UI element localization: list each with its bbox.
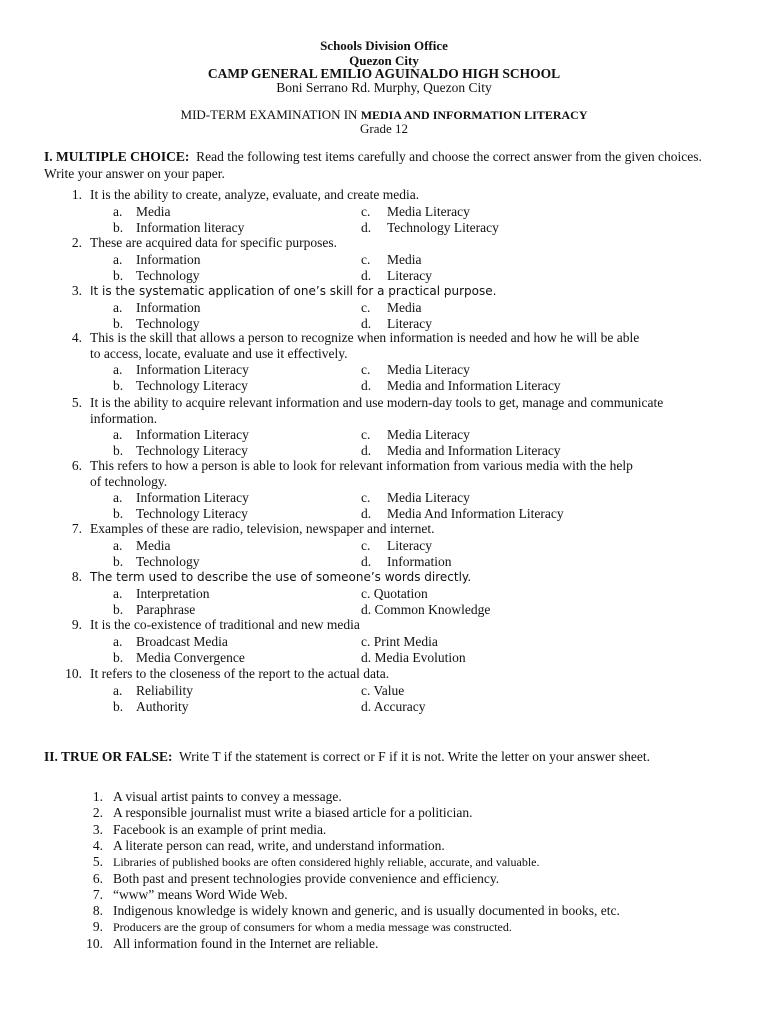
choice-letter: b.	[113, 443, 124, 459]
choice-text: Technology Literacy	[136, 443, 248, 459]
choice-letter: b.	[113, 698, 124, 714]
choice-letter: c.	[361, 490, 371, 505]
choice-text: Paraphrase	[136, 601, 196, 617]
tf-item-number: 4.	[92, 837, 103, 853]
choice-letter: c.	[361, 251, 371, 267]
question-text: information.	[90, 410, 158, 426]
choice-text: Technology Literacy	[136, 378, 248, 394]
question-text: The term used to describe the use of someone’s words directly.	[90, 570, 472, 584]
part2-instructions	[44, 748, 734, 765]
question-number: 6.	[71, 458, 82, 473]
tf-item-text: All information found in the Internet are reliable.	[113, 935, 379, 951]
choice-text: Technology Literacy	[387, 219, 499, 235]
choice-text: d. Accuracy	[361, 698, 426, 714]
tf-item-number: 8.	[92, 903, 103, 919]
choice-letter: d.	[361, 553, 372, 569]
question-number: 1.	[71, 187, 82, 202]
choice-text: c. Quotation	[361, 585, 428, 601]
part1-instructions	[44, 148, 734, 182]
part1-heading: I. MULTIPLE CHOICE:	[44, 149, 190, 164]
choice-letter: a.	[113, 585, 123, 601]
choice-text: Information Literacy	[136, 490, 249, 505]
choice-letter: a.	[113, 362, 123, 377]
exam-subject: MEDIA AND INFORMATION LITERACY	[360, 108, 588, 122]
choice-text: Interpretation	[136, 585, 210, 601]
tf-item-text: Producers are the group of consumers for whom a media message was constructed.	[113, 920, 512, 935]
tf-item-number: 7.	[92, 886, 103, 902]
choice-letter: a.	[113, 299, 123, 315]
choice-letter: a.	[113, 427, 123, 442]
choice-text: Information Literacy	[136, 427, 249, 442]
choice-text: Media and Information Literacy	[387, 378, 561, 394]
question-text: These are acquired data for specific purposes.	[90, 235, 338, 250]
choice-text: Broadcast Media	[136, 633, 228, 649]
choice-text: Media And Information Literacy	[387, 506, 564, 522]
choice-text: Media Literacy	[387, 427, 470, 442]
choice-letter: d.	[361, 506, 372, 522]
tf-item-text: Libraries of published books are often considered highly reliable, accurate, and valuable.	[113, 855, 540, 870]
choice-text: Media	[136, 203, 171, 219]
tf-item-text: Indigenous knowledge is widely known and generic, and is usually documented in books, etc.	[113, 903, 620, 919]
choice-text: Information	[136, 251, 201, 267]
choice-letter: a.	[113, 682, 123, 698]
choice-letter: b.	[113, 315, 124, 331]
tf-item-number: 10.	[86, 935, 103, 951]
school-name: CAMP GENERAL EMILIO AGUINALDO HIGH SCHOOL	[207, 66, 561, 81]
choice-letter: d.	[361, 219, 372, 235]
part1-instruction: Read the following test items carefully and choose the correct answer from the given choices. Write your answer on your paper.	[44, 149, 702, 181]
choice-text: Information Literacy	[136, 362, 249, 377]
choice-letter: a.	[113, 490, 123, 505]
choice-text: c. Value	[361, 682, 405, 698]
exam-title-prefix: MID-TERM EXAMINATION IN	[180, 107, 361, 122]
choice-letter: b.	[113, 219, 124, 235]
choice-letter: b.	[113, 267, 124, 283]
question-text: It is the systematic application of one’s skill for a practical purpose.	[90, 284, 497, 298]
question-text: of technology.	[90, 473, 168, 489]
choice-text: Media Literacy	[387, 490, 470, 505]
tf-item-number: 1.	[92, 789, 103, 804]
question-number: 4.	[71, 330, 82, 345]
choice-text: c. Print Media	[361, 633, 438, 649]
choice-text: Technology	[136, 553, 200, 569]
question-text: It is the ability to acquire relevant information and use modern-day tools to get, manage and communicate	[90, 395, 664, 410]
choice-text: Information	[387, 553, 452, 569]
choice-letter: d.	[361, 378, 372, 394]
choice-letter: b.	[113, 378, 124, 394]
choice-letter: b.	[113, 601, 124, 617]
question-text: to access, locate, evaluate and use it effectively.	[90, 345, 348, 361]
choice-letter: d.	[361, 315, 372, 331]
choice-letter: c.	[361, 203, 371, 219]
choice-letter: c.	[361, 362, 371, 377]
choice-text: Media and Information Literacy	[387, 443, 561, 459]
choice-text: Reliability	[136, 682, 193, 698]
choice-text: Technology	[136, 267, 200, 283]
question-text: It is the co-existence of traditional and new media	[90, 617, 360, 632]
question-number: 9.	[71, 617, 82, 632]
tf-item-text: A visual artist paints to convey a message.	[113, 789, 342, 804]
part2-instruction: Write T if the statement is correct or F if it is not. Write the letter on your answer sheet.	[179, 749, 650, 764]
tf-item-text: Both past and present technologies provide convenience and efficiency.	[113, 870, 500, 886]
tf-item-text: “www” means Word Wide Web.	[113, 886, 288, 902]
choice-letter: c.	[361, 537, 371, 553]
choice-text: Media Literacy	[387, 203, 470, 219]
question-text: It refers to the closeness of the report to the actual data.	[90, 666, 390, 681]
grade-level: Grade 12	[359, 121, 408, 136]
part2-heading: II. TRUE OR FALSE:	[44, 749, 173, 764]
choice-letter: c.	[361, 299, 371, 315]
choice-letter: a.	[113, 203, 123, 219]
question-text: Examples of these are radio, television, newspaper and internet.	[90, 521, 435, 536]
tf-item-number: 3.	[92, 821, 103, 837]
choice-text: Literacy	[387, 315, 432, 331]
choice-letter: d.	[361, 443, 372, 459]
tf-item-text: Facebook is an example of print media.	[113, 821, 327, 837]
tf-item-text: A literate person can read, write, and understand information.	[113, 837, 445, 853]
tf-item-number: 5.	[92, 854, 103, 870]
choice-letter: b.	[113, 506, 124, 522]
choice-text: Media	[387, 251, 422, 267]
choice-letter: a.	[113, 537, 123, 553]
choice-text: Information	[136, 299, 201, 315]
tf-item-text: A responsible journalist must write a biased article for a politician.	[113, 805, 473, 821]
school-address: Boni Serrano Rd. Murphy, Quezon City	[276, 80, 492, 95]
tf-item-number: 9.	[92, 919, 103, 935]
question-number: 3.	[71, 283, 82, 298]
choice-letter: d.	[361, 267, 372, 283]
choice-text: Literacy	[387, 537, 432, 553]
question-number: 5.	[71, 395, 82, 410]
question-text: It is the ability to create, analyze, evaluate, and create media.	[90, 187, 420, 202]
choice-text: Media	[387, 299, 422, 315]
question-text: This refers to how a person is able to look for relevant information from various media with the help	[90, 458, 633, 473]
choice-text: Media Convergence	[136, 649, 245, 665]
choice-letter: c.	[361, 427, 371, 442]
question-number: 8.	[71, 569, 82, 584]
tf-item-number: 2.	[92, 805, 103, 821]
question-number: 7.	[71, 521, 82, 536]
city-name: Quezon City	[349, 53, 419, 68]
choice-letter: a.	[113, 251, 123, 267]
choice-letter: b.	[113, 553, 124, 569]
choice-letter: a.	[113, 633, 123, 649]
office-name: Schools Division Office	[320, 38, 448, 53]
choice-text: d. Media Evolution	[361, 649, 466, 665]
choice-text: Media	[136, 537, 171, 553]
choice-text: Technology	[136, 315, 200, 331]
choice-text: Information literacy	[136, 219, 245, 235]
choice-letter: b.	[113, 649, 124, 665]
choice-text: Literacy	[387, 267, 432, 283]
question-text: This is the skill that allows a person to recognize when information is needed and how he will be able	[90, 330, 640, 345]
tf-item-number: 6.	[92, 870, 103, 886]
choice-text: Media Literacy	[387, 362, 470, 377]
choice-text: Technology Literacy	[136, 506, 248, 522]
choice-text: Authority	[136, 698, 189, 714]
choice-text: d. Common Knowledge	[361, 601, 491, 617]
question-number: 10.	[65, 666, 82, 681]
question-number: 2.	[71, 235, 82, 250]
